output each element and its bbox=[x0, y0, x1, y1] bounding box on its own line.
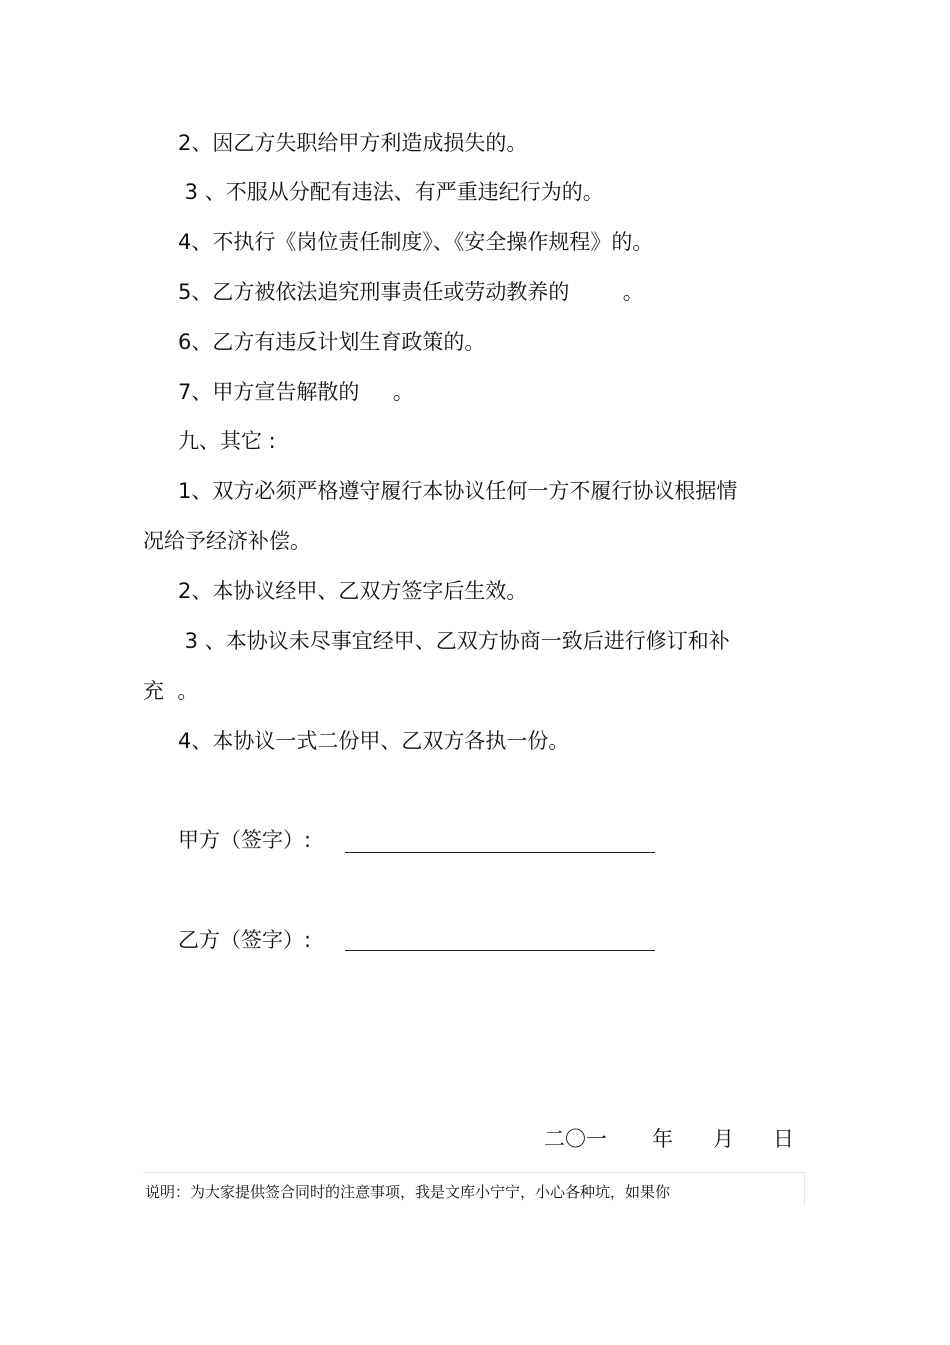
section-heading: 九、其它 : bbox=[178, 429, 276, 453]
clause-line: 7、甲方宣告解散的 。 bbox=[178, 380, 414, 404]
party-b-signature-label: 乙方（签字）: bbox=[178, 928, 312, 952]
clause-line: 4、本协议一式二份甲、乙双方各执一份。 bbox=[178, 729, 570, 753]
date-day: 日 bbox=[773, 1127, 794, 1151]
party-a-signature-label: 甲方（签字）: bbox=[178, 828, 312, 852]
clause-line: 2、因乙方失职给甲方利造成损失的。 bbox=[178, 131, 528, 155]
clause-line: 6、乙方有违反计划生育政策的。 bbox=[178, 330, 486, 354]
date-month: 月 bbox=[713, 1127, 734, 1151]
date-year: 年 bbox=[652, 1127, 673, 1151]
clause-line-continuation: 充 。 bbox=[143, 679, 199, 703]
clause-line: 3 、本协议未尽事宜经甲、乙双方协商一致后进行修订和补 bbox=[178, 629, 730, 653]
clause-line: 2、本协议经甲、乙双方签字后生效。 bbox=[178, 579, 528, 603]
clause-line: 4、不执行《岗位责任制度》、《安全操作规程》的。 bbox=[178, 230, 654, 254]
date-prefix: 二〇一 bbox=[544, 1127, 607, 1151]
party-a-signature-line[interactable] bbox=[345, 852, 655, 853]
note-text: 说明：为大家提供签合同时的注意事项，我是文库小宁宁，小心各种坑，如果你 bbox=[145, 1183, 671, 1201]
clause-line: 1、双方必须严格遵守履行本协议任何一方不履行协议根据情 bbox=[178, 479, 738, 503]
party-b-signature-line[interactable] bbox=[345, 950, 655, 951]
clause-line: 3 、不服从分配有违法、有严重违纪行为的。 bbox=[178, 180, 604, 204]
clause-line: 5、乙方被依法追究刑事责任或劳动教养的 。 bbox=[178, 280, 644, 304]
clause-line-continuation: 况给予经济补偿。 bbox=[143, 529, 311, 553]
